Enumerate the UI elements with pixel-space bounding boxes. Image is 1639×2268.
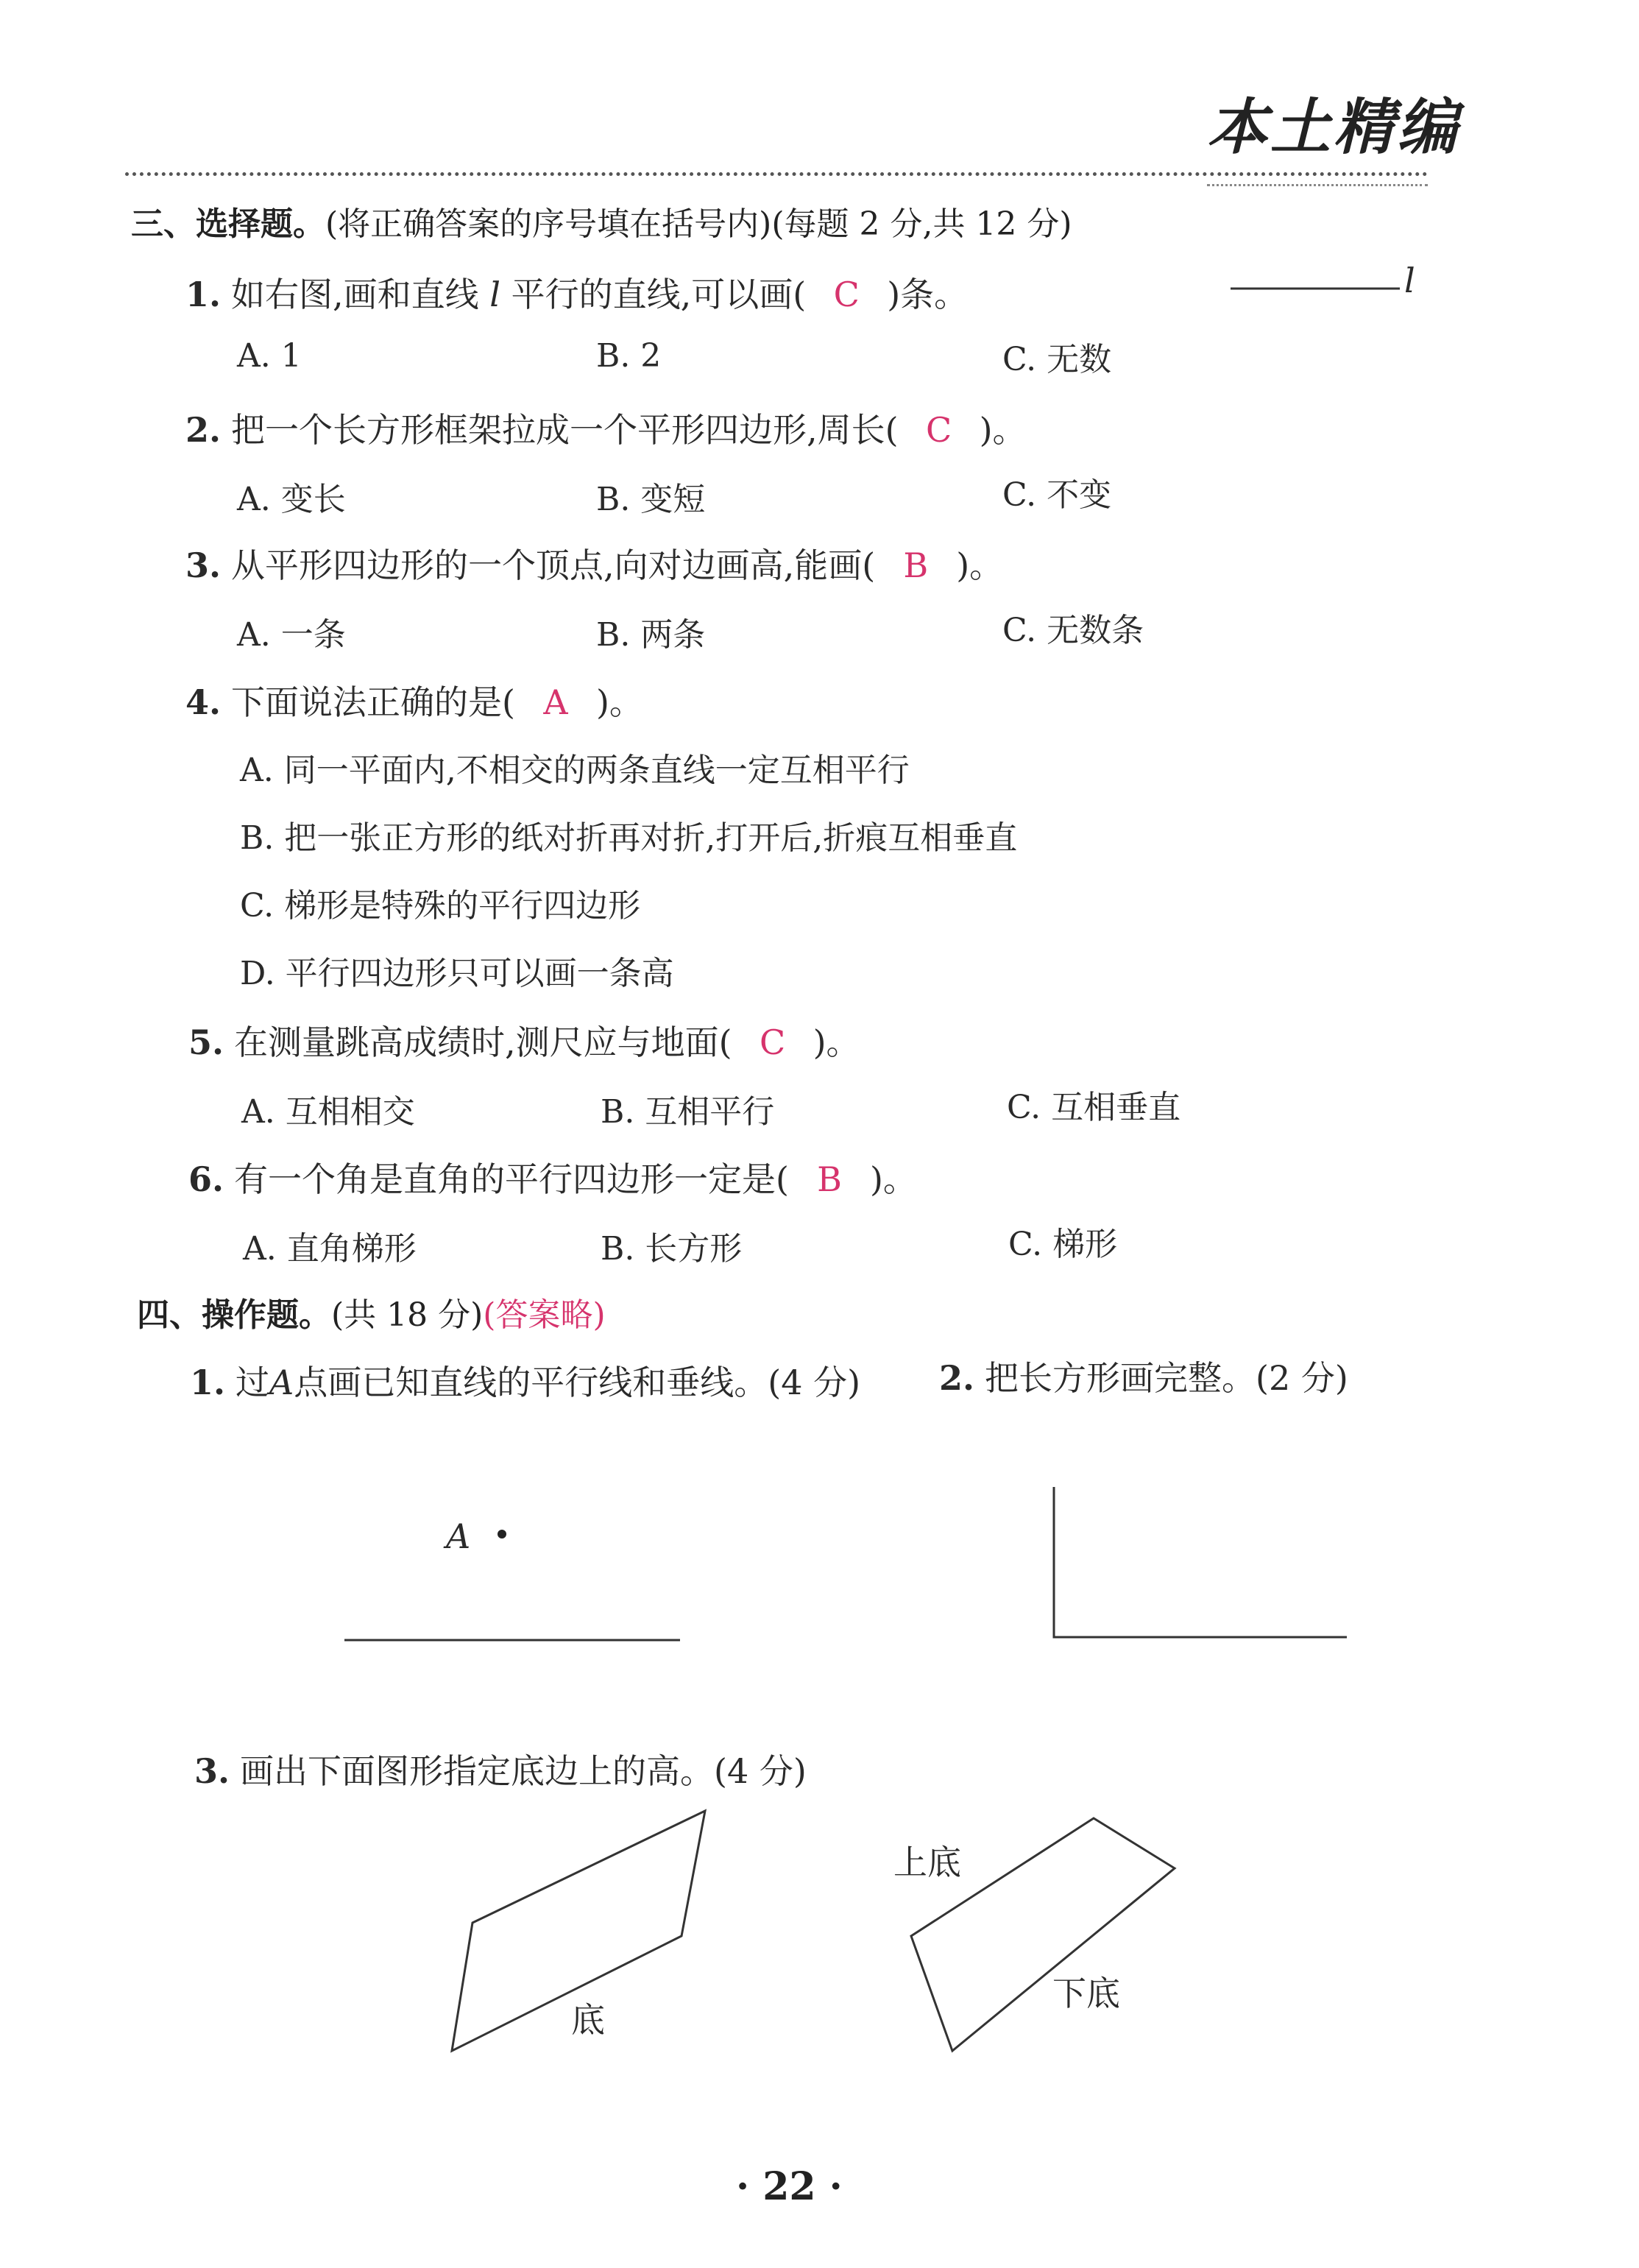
answer-3: B bbox=[903, 545, 929, 585]
q3-option-a: A. 一条 bbox=[237, 616, 346, 654]
question-number: 2. bbox=[185, 410, 222, 450]
parallelogram-shape bbox=[452, 1811, 705, 2051]
question-4: 4. 下面说法正确的是( A )。 bbox=[185, 682, 643, 722]
answer-6: B bbox=[817, 1159, 842, 1199]
q4-option-b: B. 把一张正方形的纸对折再对折,打开后,折痕互相垂直 bbox=[240, 819, 1018, 857]
brand-logo: 本土精编 bbox=[1207, 93, 1460, 163]
trapezoid bbox=[911, 1818, 1175, 2051]
q5-option-b: B. 互相平行 bbox=[601, 1093, 775, 1131]
question-3: 3. 从平形四边形的一个顶点,向对边画高,能画( B )。 bbox=[185, 545, 1004, 585]
answer-4: A bbox=[543, 682, 568, 722]
partial-rectangle bbox=[1054, 1487, 1347, 1637]
top-base-label: 上底 bbox=[893, 1843, 961, 1882]
question-number: 4. bbox=[185, 682, 222, 722]
question-number: 5. bbox=[188, 1022, 224, 1062]
section-3-note: (将正确答案的序号填在括号内)(每题 2 分,共 12 分) bbox=[325, 205, 1072, 243]
point-a-label: A bbox=[446, 1516, 471, 1556]
answer-omitted-note: (答案略) bbox=[483, 1296, 606, 1334]
q3-option-c: C. 无数条 bbox=[1002, 612, 1144, 649]
q6-option-c: C. 梯形 bbox=[1008, 1226, 1118, 1263]
q2-option-c: C. 不变 bbox=[1002, 476, 1112, 514]
line-symbol: l bbox=[489, 275, 500, 314]
point-symbol: A bbox=[269, 1363, 294, 1402]
q4-option-a: A. 同一平面内,不相交的两条直线一定互相平行 bbox=[240, 752, 910, 789]
bottom-base-label: 下底 bbox=[1052, 1974, 1120, 2013]
q1-option-a: A. 1 bbox=[237, 337, 302, 375]
question-1: 1. 如右图,画和直线 l 平行的直线,可以画( C )条。 bbox=[185, 275, 969, 314]
base-label: 底 bbox=[571, 2000, 605, 2040]
q3-option-b: B. 两条 bbox=[596, 616, 706, 654]
question-number: 6. bbox=[188, 1159, 224, 1199]
q1-option-b: B. 2 bbox=[596, 337, 662, 375]
question-number: 3. bbox=[185, 545, 222, 585]
question-number: 2. bbox=[939, 1358, 975, 1398]
q4-option-d: D. 平行四边形只可以画一条高 bbox=[240, 955, 674, 992]
question-number: 1. bbox=[190, 1363, 226, 1402]
section-3-title: 三、选择题。(将正确答案的序号填在括号内)(每题 2 分,共 12 分) bbox=[131, 205, 1072, 243]
q5-option-a: A. 互相相交 bbox=[241, 1093, 415, 1131]
line-l-label: l bbox=[1404, 261, 1415, 300]
q2-option-b: B. 变短 bbox=[596, 481, 706, 518]
q2-option-a: A. 变长 bbox=[237, 481, 346, 518]
q5-option-c: C. 互相垂直 bbox=[1007, 1089, 1181, 1126]
op-question-2: 2. 把长方形画完整。(2 分) bbox=[939, 1358, 1348, 1398]
q1-option-c: C. 无数 bbox=[1002, 341, 1112, 378]
point-a-dot bbox=[498, 1530, 506, 1539]
op-question-1: 1. 过A点画已知直线的平行线和垂线。(4 分) bbox=[190, 1363, 861, 1402]
section-4-note: (共 18 分) bbox=[331, 1296, 484, 1334]
answer-2: C bbox=[926, 410, 952, 450]
question-number: 3. bbox=[194, 1751, 230, 1791]
section-4-title: 四、操作题。(共 18 分)(答案略) bbox=[137, 1296, 606, 1334]
question-5: 5. 在测量跳高成绩时,测尺应与地面( C )。 bbox=[188, 1022, 860, 1062]
q6-option-b: B. 长方形 bbox=[601, 1230, 743, 1268]
q4-option-c: C. 梯形是特殊的平行四边形 bbox=[240, 887, 641, 925]
question-number: 1. bbox=[185, 275, 222, 314]
q6-option-a: A. 直角梯形 bbox=[243, 1230, 417, 1268]
answer-1: C bbox=[833, 275, 860, 314]
question-6: 6. 有一个角是直角的平行四边形一定是( B )。 bbox=[188, 1159, 917, 1199]
page-number: · 22 · bbox=[736, 2164, 843, 2209]
answer-5: C bbox=[760, 1022, 786, 1062]
question-2: 2. 把一个长方形框架拉成一个平形四边形,周长( C )。 bbox=[185, 410, 1027, 450]
op-question-3: 3. 画出下面图形指定底边上的高。(4 分) bbox=[194, 1751, 807, 1791]
